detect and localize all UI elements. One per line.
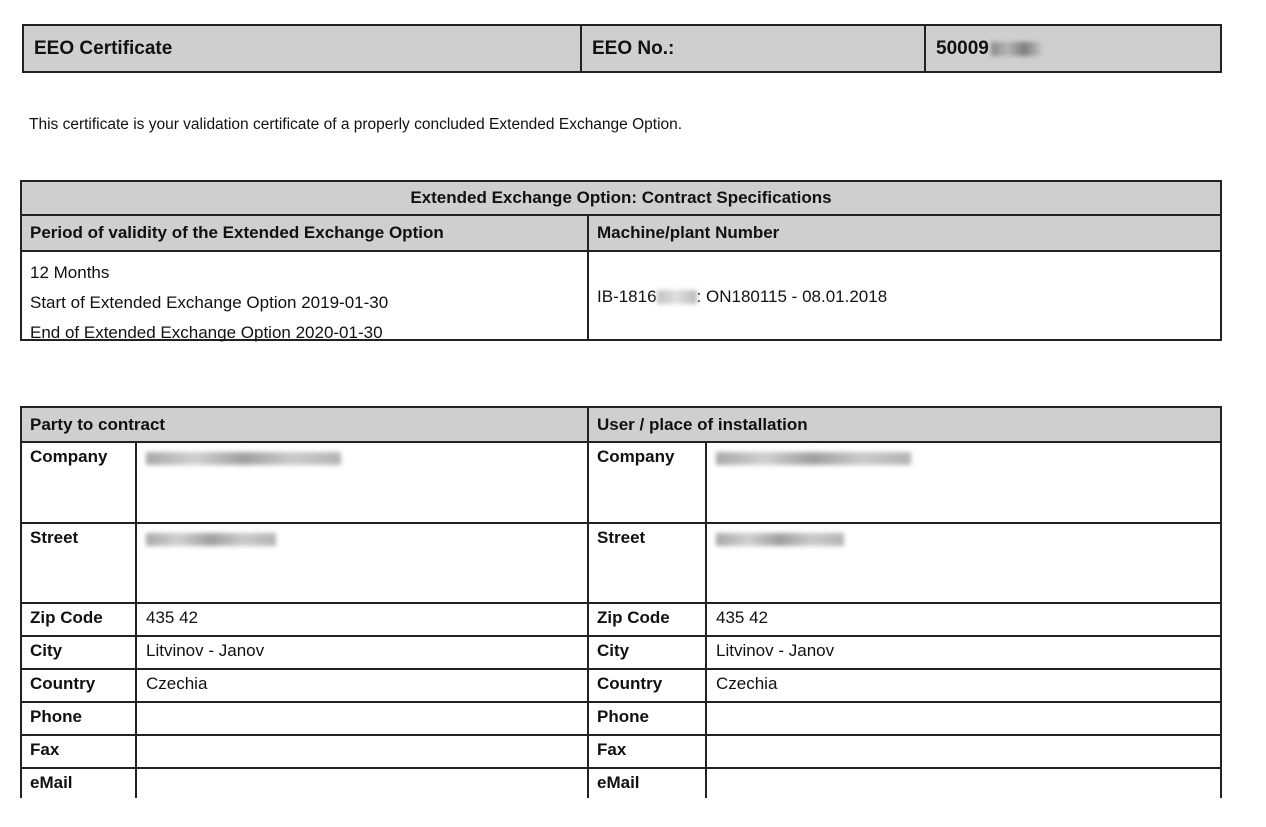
certificate-header	[22, 24, 1222, 73]
contract-spec-table	[20, 180, 1222, 341]
country-row	[22, 670, 1220, 703]
fax-value	[707, 736, 1220, 767]
company-value	[137, 443, 587, 522]
user-zip	[589, 604, 1220, 635]
phone-label: Phone	[589, 703, 707, 734]
city-value: Litvinov - Janov	[146, 641, 265, 660]
email-label: eMail	[22, 769, 137, 798]
eeo-number-label: EEO No.:	[582, 26, 926, 71]
city-label: City	[589, 637, 707, 668]
zip-value: 435 42	[146, 608, 198, 627]
phone-label: Phone	[22, 703, 137, 734]
user-city	[589, 637, 1220, 668]
street-row	[22, 524, 1220, 604]
party-header-row	[22, 408, 1220, 443]
party-phone	[22, 703, 589, 734]
user-street	[589, 524, 1220, 602]
certificate-title: EEO Certificate	[24, 26, 582, 71]
party-company	[22, 443, 589, 522]
company-value	[707, 443, 1220, 522]
redacted-block	[146, 452, 341, 465]
street-label: Street	[22, 524, 137, 602]
party-table	[20, 406, 1222, 798]
party-zip	[22, 604, 589, 635]
zip-label: Zip Code	[589, 604, 707, 635]
country-value: Czechia	[146, 674, 208, 693]
city-label: City	[22, 637, 137, 668]
street-value	[707, 524, 1220, 602]
city-row	[22, 637, 1220, 670]
fax-row	[22, 736, 1220, 769]
intro-text: This certificate is your validation certificate of a properly concluded Extended Exchange Option.	[29, 116, 683, 133]
fax-label: Fax	[22, 736, 137, 767]
spec-header-row	[22, 216, 1220, 252]
party-header: Party to contract	[22, 408, 589, 441]
city-value: Litvinov - Janov	[716, 641, 835, 660]
start-date: Start of Extended Exchange Option 2019-01-30	[30, 293, 389, 312]
zip-row	[22, 604, 1220, 637]
street-value	[137, 524, 587, 602]
redacted-block	[657, 290, 697, 304]
zip-value: 435 42	[716, 608, 768, 627]
company-row	[22, 443, 1220, 524]
country-label: Country	[589, 670, 707, 701]
email-value	[137, 769, 587, 798]
party-street	[22, 524, 589, 602]
user-company	[589, 443, 1220, 522]
street-label: Street	[589, 524, 707, 602]
phone-value	[137, 703, 587, 734]
email-label: eMail	[589, 769, 707, 798]
redacted-block	[716, 452, 911, 465]
redacted-block	[146, 533, 276, 546]
user-header: User / place of installation	[597, 414, 808, 434]
validity-cell	[22, 252, 589, 341]
fax-label: Fax	[589, 736, 707, 767]
company-label: Company	[589, 443, 707, 522]
party-country	[22, 670, 589, 701]
end-date: End of Extended Exchange Option 2020-01-30	[30, 323, 383, 342]
party-email	[22, 769, 589, 798]
machine-prefix: IB-1816	[597, 286, 657, 306]
duration: 12 Months	[30, 263, 110, 282]
redacted-block	[716, 533, 844, 546]
redacted-block	[991, 42, 1041, 56]
user-fax	[589, 736, 1220, 767]
validity-header: Period of validity of the Extended Exchange Option	[22, 216, 589, 250]
machine-header: Machine/plant Number	[597, 223, 780, 242]
country-value: Czechia	[716, 674, 778, 693]
email-value	[707, 769, 1220, 798]
email-row	[22, 769, 1220, 798]
user-phone	[589, 703, 1220, 734]
user-country	[589, 670, 1220, 701]
country-label: Country	[22, 670, 137, 701]
spec-title: Extended Exchange Option: Contract Specifications	[22, 182, 1220, 216]
zip-label: Zip Code	[22, 604, 137, 635]
fax-value	[137, 736, 587, 767]
user-email	[589, 769, 1220, 798]
spec-body-row	[22, 252, 1220, 341]
phone-row	[22, 703, 1220, 736]
machine-cell	[589, 252, 1220, 341]
machine-suffix: : ON180115 - 08.01.2018	[696, 286, 888, 306]
company-label: Company	[22, 443, 137, 522]
eeo-number-value: 50009	[936, 37, 989, 59]
eeo-number-cell	[926, 26, 1220, 71]
party-fax	[22, 736, 589, 767]
party-city	[22, 637, 589, 668]
phone-value	[707, 703, 1220, 734]
